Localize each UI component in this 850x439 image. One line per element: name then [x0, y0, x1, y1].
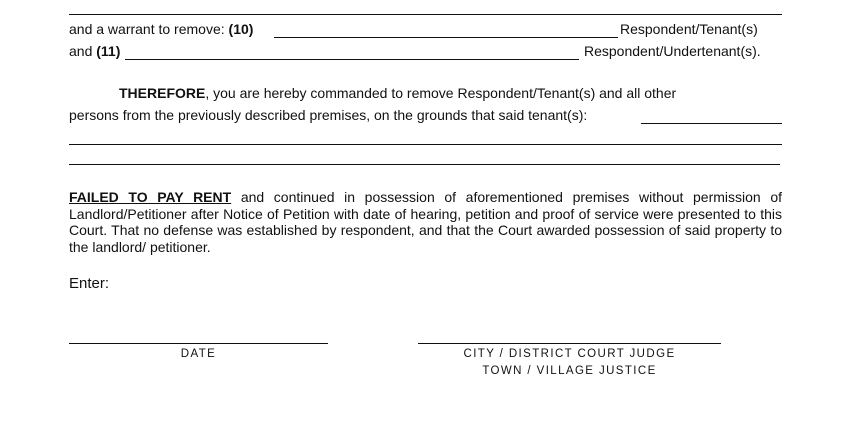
therefore-line-1 — [119, 85, 676, 101]
date-field[interactable] — [69, 327, 328, 344]
failed-to-pay-rent-heading: FAILED TO PAY RENT — [69, 189, 232, 205]
failed-to-pay-rent-paragraph — [69, 189, 782, 255]
failed-to-pay-rent-body: and continued in possession of aforementioned premises without permission of Landlord/Petitioner after Notice of Petition with date of hearing, petition and proof of service were presented to this Court. That no defense was established by respondent, and that the Court awarded possession of said property to the landlord/ petitioner. — [69, 189, 782, 255]
field-number-11: (11) — [96, 43, 121, 59]
warrant-line-11-label — [69, 43, 120, 59]
therefore-line-2: persons from the previously described premises, on the grounds that said tenant(s): — [69, 107, 588, 123]
respondent-undertenant-field[interactable] — [125, 43, 579, 60]
field-number-10: (10) — [228, 21, 254, 37]
respondent-undertenant-label: Respondent/Undertenant(s). — [584, 43, 761, 59]
date-caption: DATE — [180, 348, 217, 360]
enter-label: Enter: — [69, 275, 110, 292]
therefore-rest: , you are hereby commanded to remove Respondent/Tenant(s) and all other — [205, 85, 677, 101]
warrant-line-11-prefix: and — [69, 43, 93, 59]
grounds-blank-line-2[interactable] — [69, 144, 782, 145]
judge-signature-field[interactable] — [418, 327, 721, 344]
top-rule — [69, 14, 782, 15]
respondent-tenant-field[interactable] — [274, 21, 618, 38]
grounds-field-1[interactable] — [641, 107, 782, 124]
warrant-line-10-label — [69, 21, 253, 37]
judge-caption-line-1: CITY / DISTRICT COURT JUDGE — [463, 348, 676, 360]
therefore-bold: THEREFORE — [119, 85, 206, 101]
judge-caption-line-2: TOWN / VILLAGE JUSTICE — [482, 365, 657, 377]
respondent-tenant-label: Respondent/Tenant(s) — [620, 21, 758, 37]
warrant-line-10-prefix: and a warrant to remove: — [69, 21, 225, 37]
grounds-blank-line-3[interactable] — [69, 164, 780, 165]
